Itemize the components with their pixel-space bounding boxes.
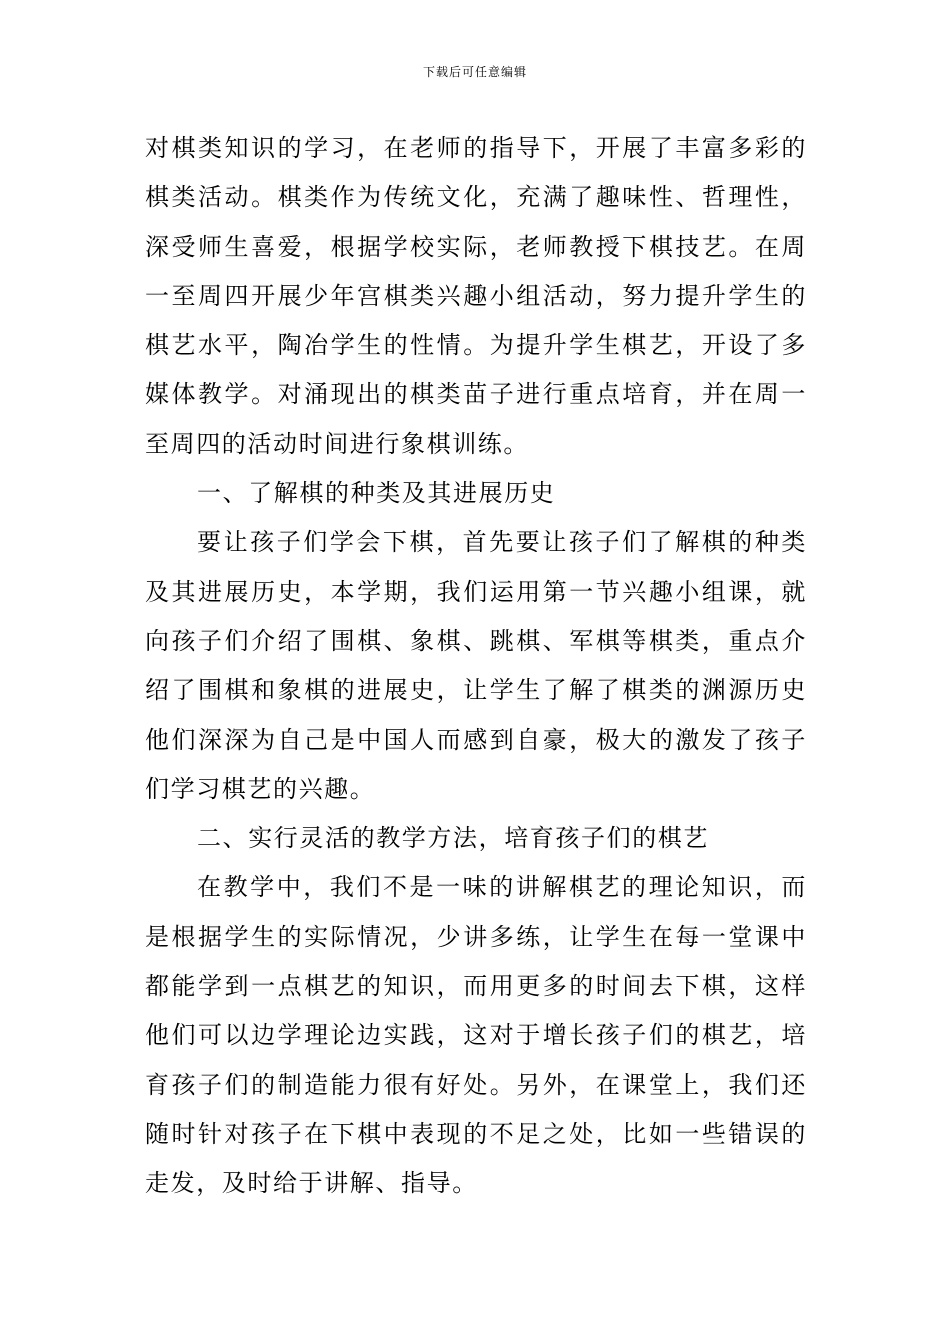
section-heading-2: 二、实行灵活的教学方法，培育孩子们的棋艺: [197, 824, 709, 853]
document-body: [145, 124, 807, 1209]
paragraph-section-1: 要让孩子们学会下棋，首先要让孩子们了解棋的种类及其进展历史，本学期，我们运用第一节兴趣小组课，就向孩子们介绍了围棋、象棋、跳棋、军棋等棋类，重点介绍了围棋和象棋的进展史，让学生了解了棋类的渊源历史他们深深为自己是中国人而感到自豪，极大的激发了孩子们学习棋艺的兴趣。: [145, 528, 807, 803]
section-heading-1: 一、了解棋的种类及其进展历史: [197, 479, 556, 508]
paragraph-intro: 对棋类知识的学习，在老师的指导下，开展了丰富多彩的棋类活动。棋类作为传统文化，充满了趣味性、哲理性，深受师生喜爱，根据学校实际，老师教授下棋技艺。在周一至周四开展少年宫棋类兴趣小组活动，努力提升学生的棋艺水平，陶冶学生的性情。为提升学生棋艺，开设了多媒体教学。对涌现出的棋类苗子进行重点培育，并在周一至周四的活动时间进行象棋训练。: [145, 134, 807, 458]
paragraph-section-2: 在教学中，我们不是一味的讲解棋艺的理论知识，而是根据学生的实际情况，少讲多练，让学生在每一堂课中都能学到一点棋艺的知识，而用更多的时间去下棋，这样他们可以边学理论边实践，这对于增长孩子们的棋艺，培育孩子们的制造能力很有好处。另外，在课堂上，我们还随时针对孩子在下棋中表现的不足之处，比如一些错误的走发，及时给于讲解、指导。: [145, 873, 807, 1198]
download-note: 下载后可任意编辑: [422, 65, 527, 79]
